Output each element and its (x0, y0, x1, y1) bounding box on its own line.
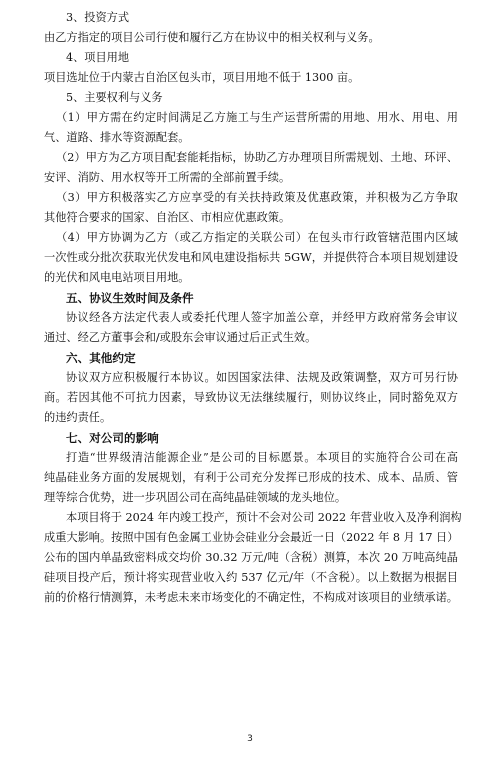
section-heading: 六、其他约定 (66, 351, 136, 365)
text-line: 商。若因其他不可抗力因素，导致协议无法继续履行，则协议终止，同时豁免双方 (44, 391, 458, 404)
text-line: 协议双方应积极履行本协议。如因国家法律、法规及政策调整，双方可另行协 (66, 371, 458, 384)
text-line: 本项目将于 2024 年内竣工投产，预计不会对公司 2022 年营业收入及净利润构 (66, 511, 462, 524)
text-line: 前的价格行情测算，未考虑未来市场变化的不确定性，不构成对该项目的业绩承诺。 (44, 591, 458, 604)
text-line: 4、项目用地 (66, 51, 130, 64)
page-number: 3 (247, 734, 253, 744)
text-line: 成重大影响。按照中国有色金属工业协会硅业分会最近一日（2022 年 8 月 17 日） (44, 531, 459, 544)
text-line: 气、道路、排水等资源配套。 (44, 131, 190, 144)
text-line: （2）甲方为乙方项目配套能耗指标，协助乙方办理项目所需规划、土地、环评、 (56, 151, 458, 164)
text-line: 通过、经乙方董事会和/或股东会审议通过后正式生效。 (44, 331, 317, 344)
text-line: 硅项目投产后，预计将实现营业收入约 537 亿元/年（不含税）。以上数据为根据目 (44, 571, 458, 584)
text-line: 其他符合要求的国家、自治区、市相应优惠政策。 (44, 211, 291, 224)
text-line: 由乙方指定的项目公司行使和履行乙方在协议中的相关权利与义务。 (44, 31, 380, 44)
text-line: 协议经各方法定代表人或委托代理人签字加盖公章，并经甲方政府常务会审议 (66, 311, 458, 324)
text-line: 3、投资方式 (66, 11, 130, 24)
text-line: 一次性或分批次获取光伏发电和风电建设指标共 5GW，并提供符合本项目规划建设 (44, 251, 458, 264)
text-line: 理等综合优势，进一步巩固公司在高纯晶硅领域的龙头地位。 (44, 491, 347, 504)
text-line: 5、主要权利与义务 (66, 91, 163, 104)
document-body (44, 8, 462, 608)
text-line: （1）甲方需在约定时间满足乙方施工与生产运营所需的用地、用水、用电、用 (56, 111, 458, 124)
text-line: 项目选址位于内蒙古自治区包头市，项目用地不低于 1300 亩。 (44, 71, 360, 84)
text-line: （4）甲方协调为乙方（或乙方指定的关联公司）在包头市行政管辖范围内区域 (56, 231, 458, 244)
text-line: 的违约责任。 (44, 411, 112, 424)
text-line: 公布的国内单晶致密料成交均价 30.32 万元/吨（含税）测算，本次 20 万吨高纯晶 (44, 551, 458, 564)
text-line: 的光伏和风电电站项目用地。 (44, 271, 190, 284)
text-line: 安评、消防、用水权等开工所需的全部前置手续。 (44, 171, 291, 184)
text-line: （3）甲方积极落实乙方应享受的有关扶持政策及优惠政策，并积极为乙方争取 (56, 191, 458, 204)
text-line: 纯晶硅业务方面的发展规划，有利于公司充分发挥已形成的技术、成本、品质、管 (44, 471, 458, 484)
section-heading: 七、对公司的影响 (66, 431, 159, 445)
section-heading: 五、协议生效时间及条件 (66, 291, 194, 305)
text-line: 打造“世界级清洁能源企业”是公司的目标愿景。本项目的实施符合公司在高 (66, 451, 458, 464)
